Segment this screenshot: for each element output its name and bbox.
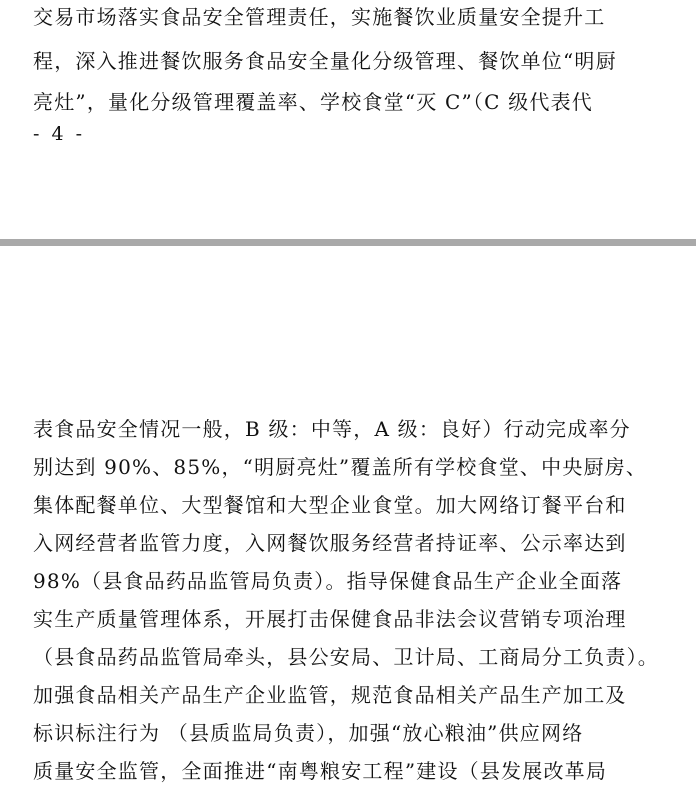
text-line: 表食品安全情况一般，B 级：中等，A 级：良好）行动完成率分 bbox=[33, 417, 631, 441]
page-number: - 4 - bbox=[33, 123, 86, 145]
text-line: 加强食品相关产品生产企业监管，规范食品相关产品生产加工及 bbox=[33, 683, 627, 707]
page-bottom bbox=[0, 247, 696, 811]
text-line: 交易市场落实食品安全管理责任，实施餐饮业质量安全提升工 bbox=[33, 5, 606, 29]
text-line: 程，深入推进餐饮服务食品安全量化分级管理、餐饮单位“明厨 bbox=[33, 49, 617, 73]
text-line: 实生产质量管理体系，开展打击保健食品非法会议营销专项治理 bbox=[33, 607, 627, 631]
text-line: （县食品药品监管局牵头，县公安局、卫计局、工商局分工负责）。 bbox=[33, 645, 659, 669]
text-line: 98%（县食品药品监管局负责）。指导保健食品生产企业全面落 bbox=[33, 569, 623, 593]
text-line: 集体配餐单位、大型餐馆和大型企业食堂。加大网络订餐平台和 bbox=[33, 493, 627, 517]
page-top bbox=[0, 0, 696, 240]
page-separator bbox=[0, 239, 696, 246]
text-line: 入网经营者监管力度，入网餐饮服务经营者持证率、公示率达到 bbox=[33, 531, 627, 555]
text-line: 质量安全监管，全面推进“南粤粮安工程”建设（县发展改革局 bbox=[33, 759, 608, 783]
text-line: 标识标注行为 （县质监局负责），加强“放心粮油”供应网络 bbox=[33, 721, 584, 745]
text-line: 亮灶”，量化分级管理覆盖率、学校食堂“灭 C”（C 级代表代 bbox=[33, 90, 593, 114]
text-line: 别达到 90%、85%，“明厨亮灶”覆盖所有学校食堂、中央厨房、 bbox=[33, 455, 648, 479]
